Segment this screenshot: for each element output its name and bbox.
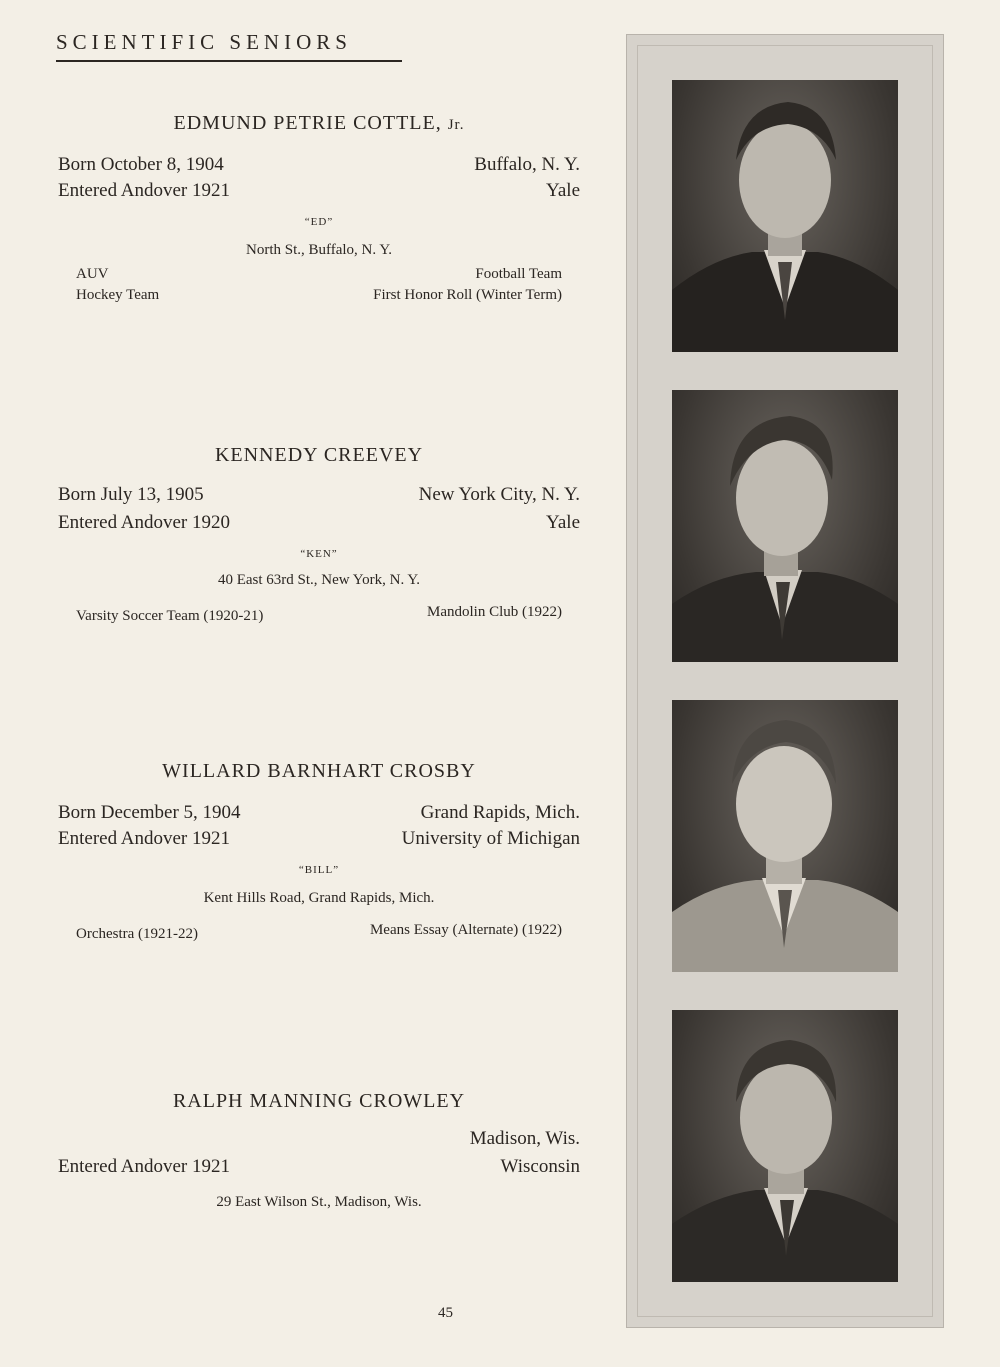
portrait-photo-crosby <box>672 700 898 972</box>
portrait-photo-creevey <box>672 390 898 662</box>
senior-entry-crosby <box>58 760 580 960</box>
senior-name <box>58 112 580 135</box>
activities-left <box>76 264 159 306</box>
college: Wisconsin <box>500 1156 580 1177</box>
home-city: Grand Rapids, Mich. <box>420 802 580 823</box>
address: Kent Hills Road, Grand Rapids, Mich. <box>203 890 435 906</box>
page-header: SCIENTIFIC SENIORS <box>56 30 352 54</box>
college: University of Michigan <box>401 828 580 849</box>
entered-year: Entered Andover 1921 <box>58 180 231 201</box>
portrait-silhouette <box>672 80 898 352</box>
activities-left <box>76 606 263 627</box>
activity: Mandolin Club (1922) <box>427 604 562 620</box>
activities-right <box>427 602 562 623</box>
senior-name-text: EDMUND PETRIE COTTLE, <box>173 112 442 134</box>
entered-year: Entered Andover 1920 <box>58 512 231 533</box>
activity: Orchestra (1921-22) <box>76 926 199 942</box>
nickname: “ED” <box>304 216 334 228</box>
activity: First Honor Roll (Winter Term) <box>373 287 562 303</box>
name-suffix: Jr. <box>447 117 465 133</box>
portrait-silhouette <box>672 1010 898 1282</box>
header-underline <box>56 60 402 62</box>
home-city: Buffalo, N. Y. <box>474 154 580 175</box>
senior-entry-creevey <box>58 444 580 644</box>
address: 40 East 63rd St., New York, N. Y. <box>217 572 421 588</box>
activity: Football Team <box>475 266 562 282</box>
nickname: “KEN” <box>300 548 338 560</box>
birth-date: Born July 13, 1905 <box>58 484 204 505</box>
senior-name: RALPH MANNING CROWLEY <box>172 1090 466 1112</box>
activities-right <box>373 264 562 306</box>
page-number: 45 <box>438 1305 453 1321</box>
senior-name: KENNEDY CREEVEY <box>214 444 424 466</box>
nickname: “BILL” <box>298 864 340 876</box>
portrait-silhouette <box>672 390 898 662</box>
college: Yale <box>546 512 580 533</box>
activity: Varsity Soccer Team (1920-21) <box>76 608 264 624</box>
activities-left <box>76 924 198 945</box>
activity: Means Essay (Alternate) (1922) <box>369 922 562 938</box>
portrait-silhouette <box>672 700 898 972</box>
senior-entry-crowley <box>58 1090 580 1290</box>
senior-name: WILLARD BARNHART CROSBY <box>162 760 476 782</box>
activities-right <box>370 920 562 941</box>
portrait-photo-crowley <box>672 1010 898 1282</box>
address: 29 East Wilson St., Madison, Wis. <box>216 1194 422 1210</box>
activity: Hockey Team <box>76 287 160 303</box>
birth-date: Born October 8, 1904 <box>58 154 224 175</box>
portrait-photo-cottle <box>672 80 898 352</box>
entered-year: Entered Andover 1921 <box>58 1156 231 1177</box>
entered-year: Entered Andover 1921 <box>58 828 231 849</box>
activity: AUV <box>76 266 109 282</box>
senior-entry-cottle <box>58 112 580 312</box>
birth-date: Born December 5, 1904 <box>58 802 241 823</box>
college: Yale <box>546 180 580 201</box>
home-city: Madison, Wis. <box>469 1128 580 1149</box>
address: North St., Buffalo, N. Y. <box>246 242 392 258</box>
home-city: New York City, N. Y. <box>418 484 580 505</box>
